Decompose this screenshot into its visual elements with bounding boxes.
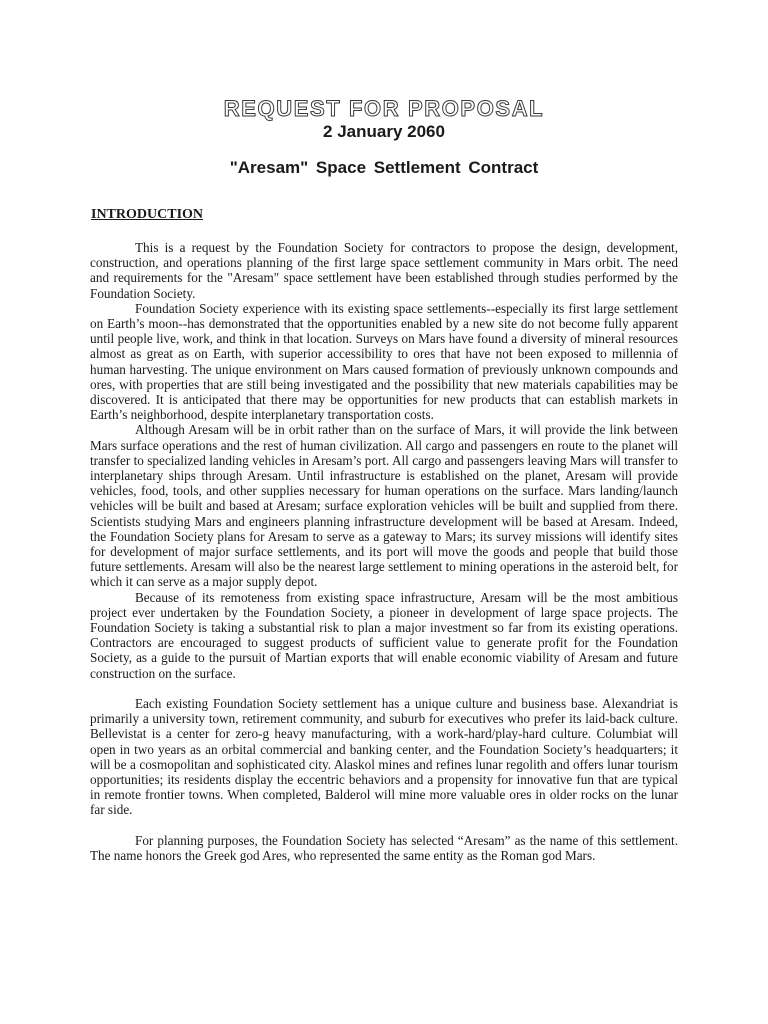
contract-title: "Aresam" Space Settlement Contract [229, 158, 539, 177]
paragraph: Because of its remoteness from existing space infrastructure, Aresam will be the most ambitious project ever undertaken by the Foundation Society, a pioneer in development of large space projects. The Foundation Society is taking a substantial risk to plan a major investment so far from its existing operations. Contractors are encouraged to suggest products of sufficient value to generate profit for the Foundation Society, as a guide to the pursuit of Martian exports that will enable economic viability of Aresam and future construction on the surface. [90, 589, 678, 681]
paragraph: This is a request by the Foundation Society for contractors to propose the design, development, construction, and operations planning of the first large space settlement community in Mars orbit. The need and requirements for the "Aresam" space settlement have been established through studies performed by the Foundation Society. [90, 240, 678, 301]
paragraph: Foundation Society experience with its existing space settlements--especially its first large settlement on Earth’s moon--has demonstrated that the opportunities enabled by a new site do not become fully apparent until people live, work, and think in that location. Surveys on Mars have found a diversity of mineral resources almost as great as on Earth, with superior accessibility to ores that have not been exposed to millennia of human harvesting. The unique environment on Mars caused formation of previously unknown compounds and ores, with properties that are still being investigated and the possibility that new materials capabilities may be discovered. It is anticipated that there may be opportunities for new products that can establish markets in Earth’s neighborhood, despite interplanetary transportation costs. [90, 300, 678, 423]
introduction-body [90, 240, 678, 863]
paragraph: Although Aresam will be in orbit rather than on the surface of Mars, it will provide the link between Mars surface operations and the rest of human civilization. All cargo and passengers en route to the planet will transfer to specialized landing vehicles in Aresam’s port. All cargo and passengers leaving Mars will transfer to interplanetary ships through Aresam. Until infrastructure is established on the planet, Aresam will provide vehicles, food, tools, and other supplies necessary for human operations on the surface. Mars landing/launch vehicles will be built and based at Aresam; surface exploration vehicles will be built and supplied from there. Scientists studying Mars and engineers planning infrastructure development will be based at Aresam. Indeed, the Foundation Society plans for Aresam to serve as a gateway to Mars; its survey missions will identify sites for development of major surface settlements, and its port will move the goods and people that build those future settlements. Aresam will also be the nearest large settlement to mining operations in the asteroid belt, for which it can serve as a major supply depot. [90, 422, 678, 590]
paragraph: For planning purposes, the Foundation Society has selected “Aresam” as the name of this settlement. The name honors the Greek god Ares, who represented the same entity as the Roman god Mars. [90, 832, 678, 863]
document-date: 2 January 2060 [323, 122, 445, 141]
rfp-title: REQUEST FOR PROPOSAL [223, 96, 545, 121]
paragraph: Each existing Foundation Society settlement has a unique culture and business base. Alexandriat is primarily a university town, retirement community, and suburb for executives who prefer its laid-back culture. Bellevistat is a center for zero-g heavy manufacturing, with a work-hard/play-hard culture. Columbiat will open in two years as an orbital commercial and banking center, and the Foundation Society’s headquarters; it will be a cosmopolitan and sophisticated city. Alaskol mines and refines lunar regolith and offers lunar tourism opportunities; its residents display the eccentric behaviors and a propensity for innovative fun that are typical in remote frontier towns. When completed, Balderol will mine more valuable ores in older rocks on the lunar far side. [90, 695, 678, 818]
section-heading-introduction: INTRODUCTION [91, 207, 204, 222]
